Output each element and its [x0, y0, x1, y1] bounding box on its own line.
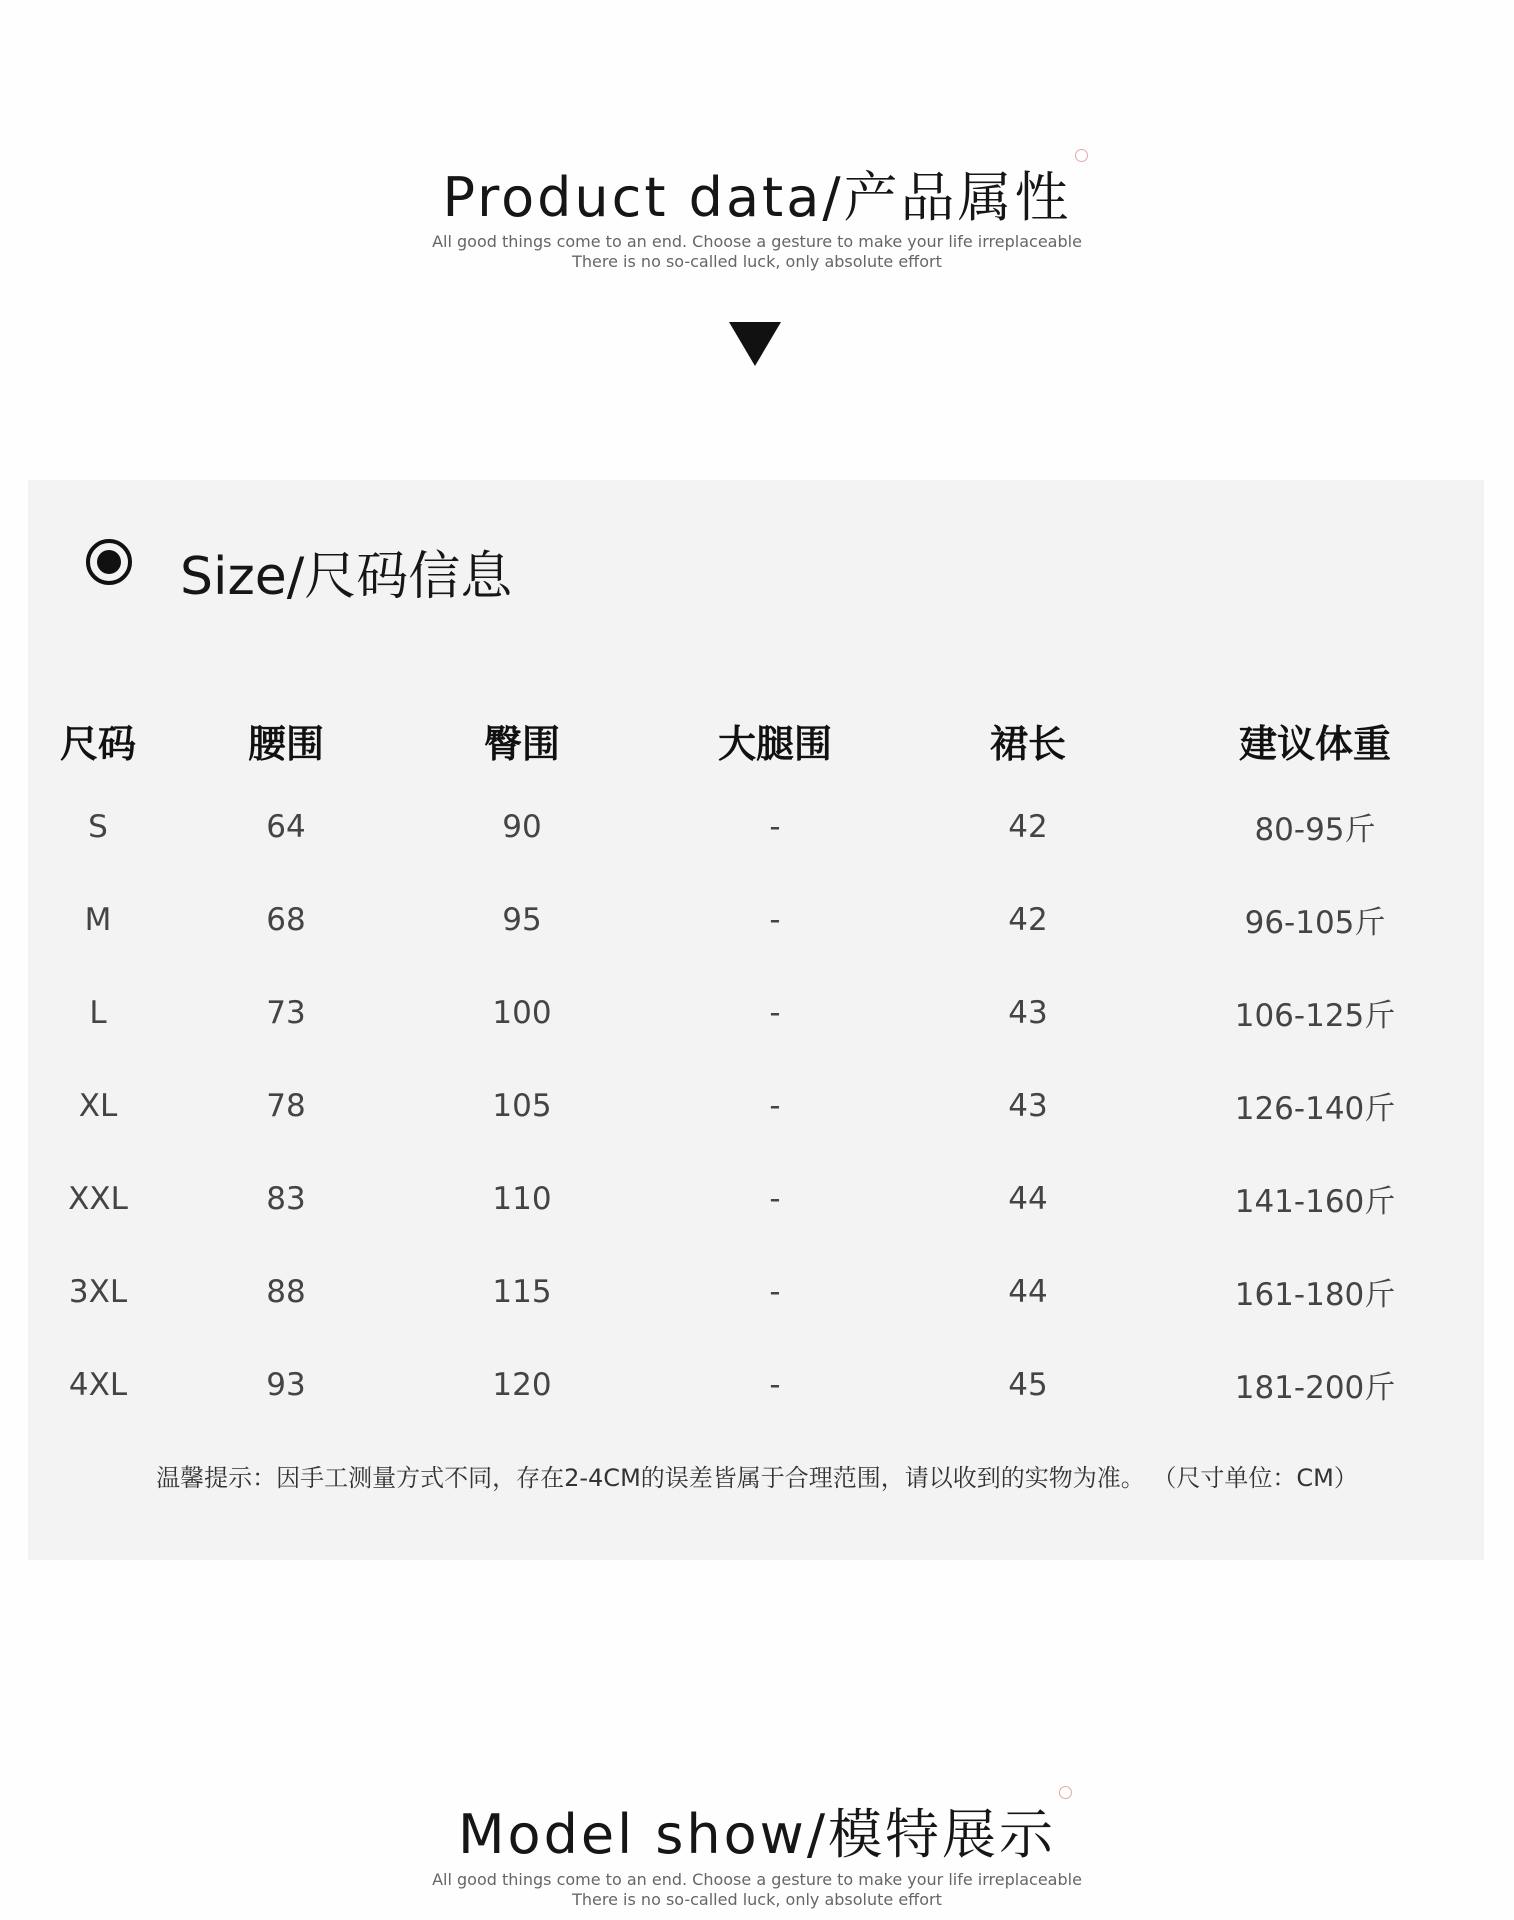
bullet-dot [97, 550, 121, 574]
cell-waist: 68 [266, 901, 306, 938]
cell-hip: 95 [502, 901, 542, 938]
col-header-skirt-length: 裙长 [989, 721, 1066, 766]
subtitle-line-2: There is no so-called luck, only absolute effort [572, 1890, 942, 1909]
cell-skirt-length: 45 [1008, 1366, 1048, 1403]
cell-hip: 110 [492, 1180, 552, 1217]
cell-thigh: - [769, 1087, 781, 1124]
subtitle-line-1: All good things come to an end. Choose a gesture to make your life irreplaceable [432, 1870, 1082, 1889]
cell-thigh: - [769, 1180, 781, 1217]
cell-thigh: - [769, 1273, 781, 1310]
table-header-row [28, 700, 1484, 780]
size-table [28, 700, 1484, 1431]
cell-hip: 115 [492, 1273, 552, 1310]
cell-waist: 73 [266, 994, 306, 1031]
cell-hip: 120 [492, 1366, 552, 1403]
table-row [28, 1152, 1484, 1245]
col-header-hip: 臀围 [483, 721, 560, 766]
cell-size: 3XL [68, 1273, 128, 1310]
product-section-subtitle [0, 232, 1514, 272]
model-section-title [0, 1792, 1514, 1869]
table-row [28, 1059, 1484, 1152]
cell-thigh: - [769, 808, 781, 845]
cell-hip: 90 [502, 808, 542, 845]
cell-weight: 161-180斤 [1234, 1277, 1396, 1313]
cell-waist: 83 [266, 1180, 306, 1217]
size-heading: Size/尺码信息 [180, 547, 513, 607]
cell-weight: 106-125斤 [1234, 998, 1396, 1034]
cell-hip: 105 [492, 1087, 552, 1124]
product-section-title [0, 155, 1514, 232]
model-section-subtitle [0, 1870, 1514, 1910]
model-title-text: Model show/模特展示 [457, 1803, 1057, 1866]
cell-thigh: - [769, 994, 781, 1031]
cell-waist: 93 [266, 1366, 306, 1403]
cell-weight: 141-160斤 [1234, 1184, 1396, 1220]
table-row [28, 966, 1484, 1059]
col-header-thigh: 大腿围 [717, 721, 832, 766]
col-header-size: 尺码 [59, 721, 136, 766]
table-row [28, 1338, 1484, 1431]
col-header-waist: 腰围 [247, 721, 324, 766]
cell-weight: 126-140斤 [1234, 1091, 1396, 1127]
triangle-down-icon [729, 322, 781, 366]
cell-size: 4XL [68, 1366, 128, 1403]
cell-size: M [84, 901, 112, 938]
cell-skirt-length: 44 [1008, 1180, 1048, 1217]
cell-size: XL [78, 1087, 118, 1124]
col-header-weight: 建议体重 [1238, 721, 1391, 766]
subtitle-line-1: All good things come to an end. Choose a gesture to make your life irreplaceable [432, 232, 1082, 251]
cell-weight: 80-95斤 [1254, 812, 1376, 848]
product-title-text: Product data/产品属性 [442, 166, 1072, 229]
cell-skirt-length: 44 [1008, 1273, 1048, 1310]
cell-size: XXL [68, 1180, 128, 1217]
cell-hip: 100 [492, 994, 552, 1031]
small-circle-icon [1075, 149, 1088, 162]
cell-waist: 78 [266, 1087, 306, 1124]
radio-bullet-icon [86, 539, 132, 585]
cell-weight: 181-200斤 [1234, 1370, 1396, 1406]
cell-skirt-length: 43 [1008, 994, 1048, 1031]
cell-skirt-length: 42 [1008, 808, 1048, 845]
table-row [28, 1245, 1484, 1338]
cell-weight: 96-105斤 [1244, 905, 1386, 941]
table-row [28, 780, 1484, 873]
table-row [28, 873, 1484, 966]
cell-thigh: - [769, 901, 781, 938]
size-note: 温馨提示：因手工测量方式不同，存在2-4CM的误差皆属于合理范围，请以收到的实物为准。 （尺寸单位：CM） [156, 1464, 1358, 1492]
cell-size: L [89, 994, 107, 1031]
cell-skirt-length: 43 [1008, 1087, 1048, 1124]
subtitle-line-2: There is no so-called luck, only absolute effort [572, 252, 942, 271]
cell-size: S [88, 808, 108, 845]
cell-skirt-length: 42 [1008, 901, 1048, 938]
small-circle-icon [1059, 1786, 1072, 1799]
cell-waist: 64 [266, 808, 306, 845]
cell-thigh: - [769, 1366, 781, 1403]
cell-waist: 88 [266, 1273, 306, 1310]
